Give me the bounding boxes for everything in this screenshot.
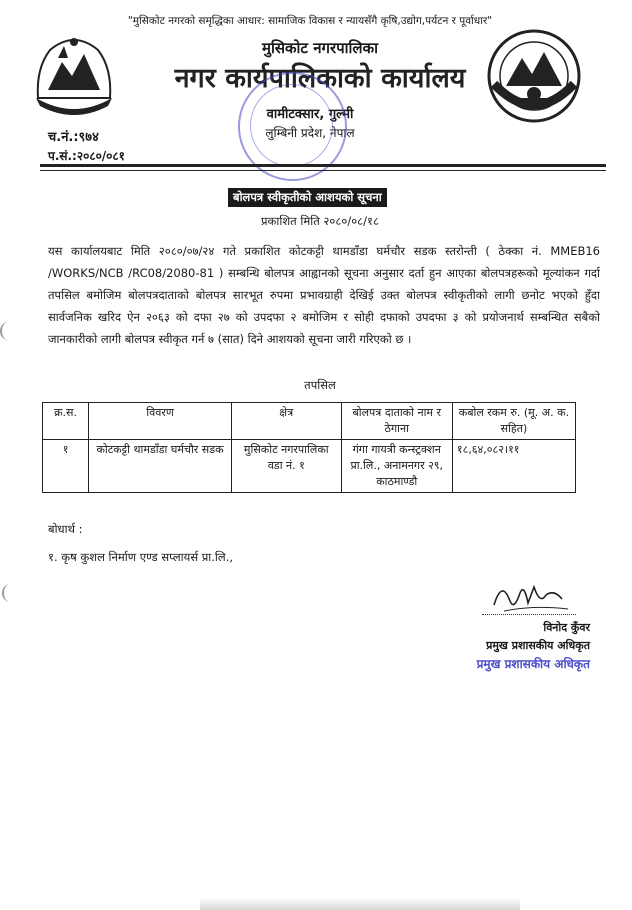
bid-details-table — [42, 402, 576, 493]
header-serial: क्र.स. — [43, 403, 89, 440]
scan-edge-shadow — [200, 898, 520, 910]
table-header-row — [43, 403, 576, 440]
header-bidder: बोलपत्र दाताको नाम र ठेगाना — [341, 403, 452, 440]
notice-body: यस कार्यालयबाट मिति २०८०/०७/२४ गते प्रकाशित कोटकट्टी थामडाँडा घर्मचौर सडक स्तरोन्ती ( ठेक्का नं. MMEB16 /WORKS/NCB /RC08/2080-81 ) सम्बन्धि बोलपत्र आह्वानको सूचना अनुसार दर्ता हुन आएका बोलपत्रहरूको मूल्यांकन गर्दा तपसिल बमोजिम बोलपत्रदाताको बोलपत्र सारभूत रुपमा प्रभावग्राही देखिई उक्त बोलपत्र स्वीकृतीको लागी छनोट भएको हुँदा सार्वजनिक खरिद ऐन २०६३ को दफा २७ को उपदफा २ बमोजिम र सोही दफाको उपदफा ३ को प्रयोजनार्थ सम्बन्धित सबैको जानकारीको लागी बोलपत्र स्वीकृत गर्न ७ (सात) दिने आशयको सूचना जारी गरिएको छ । — [48, 244, 600, 346]
header-area: क्षेत्र — [231, 403, 341, 440]
cell-amount: १८,६४,०८२।११ — [452, 440, 575, 493]
header-rule-thick — [40, 164, 606, 167]
office-round-stamp-inner — [250, 84, 333, 167]
fiscal-year: प.सं.:२०८०/०८१ — [48, 149, 125, 163]
cell-serial: १ — [43, 440, 89, 493]
signatory-name: विनोद कुँवर — [543, 621, 590, 634]
table-row — [43, 440, 576, 493]
notice-title: बोलपत्र स्वीकृतीको आशयको सूचना — [228, 188, 387, 207]
slogan: "मुसिकोट नगरको समृद्धिका आधार: सामाजिक विकास र न्यायसँगै कृषि,उद्योग,पर्यटन र पूर्वाधार" — [127, 15, 493, 27]
published-date: प्रकाशित मिति २०८०/०८/१८ — [261, 214, 379, 228]
cell-description: कोटकट्टी थामडाँडा घर्मचौर सडक — [89, 440, 232, 493]
reference-number: च.नं.:९७४ — [48, 130, 99, 145]
cell-area: मुसिकोट नगरपालिका वडा नं. १ — [231, 440, 341, 493]
nepal-emblem-icon — [28, 28, 120, 120]
header-rule-thin — [40, 170, 606, 171]
cc-item: १. कृष कुशल निर्माण एण्ड सप्लायर्स प्रा.लि., — [48, 550, 234, 564]
municipality-name: मुसिकोट नगरपालिका — [262, 39, 378, 57]
margin-mark — [0, 322, 16, 340]
margin-mark — [2, 584, 18, 602]
handwritten-signature — [484, 575, 574, 617]
details-heading: तपसिल — [304, 378, 336, 392]
office-title: नगर कार्यपालिकाको कार्यालय — [174, 63, 466, 94]
title-stamp: प्रमुख प्रशासकीय अधिकृत — [476, 657, 590, 671]
header-description: विवरण — [89, 403, 232, 440]
header-amount: कबोल रकम रु. (मू. अ. क. सहित) — [452, 403, 575, 440]
cell-bidder: गंगा गायत्री कन्स्ट्रक्शन प्रा.लि., अनामनगर २९, काठमाण्डौ — [341, 440, 452, 493]
address-line-2: लुम्बिनी प्रदेश, नेपाल — [265, 126, 355, 140]
signature-line — [482, 614, 576, 615]
signatory-title: प्रमुख प्रशासकीय अधिकृत — [486, 639, 590, 652]
address-line-1: वामीटक्सार, गुल्मी — [266, 107, 354, 122]
cc-label: बोधार्थ : — [48, 522, 83, 536]
